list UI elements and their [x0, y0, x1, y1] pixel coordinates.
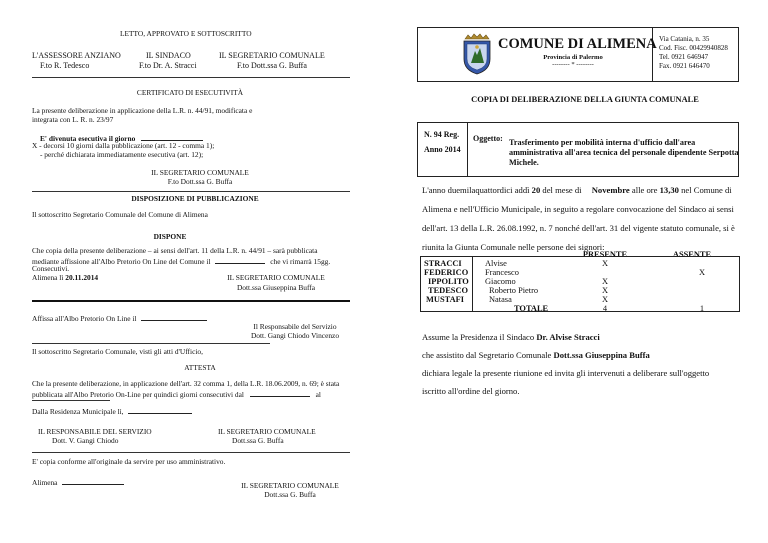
member-name: Alvise [485, 259, 507, 268]
assistito-name: Dott.ssa Giuseppina Buffa [553, 350, 650, 360]
body-line-1b: del mese di [542, 185, 582, 195]
body-day: 20 [531, 185, 541, 195]
sindaco-title: IL SINDACO [146, 51, 191, 60]
cert-sig-title: IL SEGRETARIO COMUNALE [151, 168, 249, 177]
dichiara-line-2: iscritto all'ordine del giorno. [422, 386, 520, 396]
member-presente: X [601, 295, 609, 304]
alimena-date-value: 20.11.2014 [65, 273, 99, 282]
bottom-sig1-title: IL RESPONSABILE DEL SERVIZIO [38, 427, 152, 436]
exec-item-1: X - decorsi 10 giorni dalla pubblicazione (art. 12 - comma 1); [32, 141, 215, 150]
attesta-from-blank [250, 388, 310, 397]
dispone-line-3: Consecutivi. [32, 264, 70, 273]
provincia: Provincia di Palermo [543, 54, 603, 61]
assessore-name: F.to R. Tedesco [40, 61, 90, 70]
albo-date-blank [141, 312, 207, 321]
pub-text: Il sottoscritto Segretario Comunale del Comune di Alimena [32, 210, 208, 219]
member-presente: X [601, 277, 609, 286]
fiscal-code: Cod. Fisc. 00429940828 [659, 44, 728, 52]
exec-date-blank [141, 132, 203, 141]
assistito-line [422, 350, 650, 361]
totale-label: TOTALE [514, 304, 549, 313]
assessore-title: L'ASSESSORE ANZIANO [32, 51, 121, 60]
body-line-2: Alimena e nell'Ufficio Municipale, in seguito a regolare convocazione del Sindaco ai sensi [422, 204, 734, 214]
member-surname: STRACCI [424, 259, 462, 268]
dispone-heading: DISPONE [153, 232, 187, 241]
divider-thick [32, 300, 350, 302]
col-assente-header: ASSENTE [672, 250, 712, 259]
final-sig-name: Dott.ssa G. Buffa [264, 490, 316, 499]
attesta-intro: Il sottoscritto Segretario Comunale, visti gli atti d'Ufficio, [32, 347, 203, 356]
telephone: Tel. 0921 646947 [659, 53, 709, 61]
exec-item-2: - perché dichiarata immediatamente esecutiva (art. 12); [40, 150, 204, 159]
table-col-divider [472, 256, 473, 312]
segretario-name: F.to Dott.ssa G. Buffa [237, 61, 307, 70]
cert-title: CERTIFICATO DI ESECUTIVITÀ [136, 88, 244, 97]
segretario-title: IL SEGRETARIO COMUNALE [219, 51, 325, 60]
body-month: Novembre [591, 185, 630, 195]
header-ornament: -------- * -------- [552, 61, 594, 68]
fax: Fax. 0921 646470 [659, 62, 710, 70]
alimena-label: Alimena [32, 478, 58, 487]
divider [32, 77, 350, 78]
residenza-date-blank [128, 405, 192, 414]
oggetto-divider [467, 122, 468, 177]
body-line-4: riunita la Giunta Comunale nelle persone dei signori: [422, 242, 605, 252]
divider [32, 400, 110, 401]
oggetto-line-2: amministrativa all'area tecnica del personale dipendente Serpotta [509, 148, 739, 157]
bottom-sig1-name: Dott. V. Gangi Chiodo [52, 436, 119, 445]
sindaco-name: F.to Dr. A. Stracci [139, 61, 197, 70]
alimena-date-blank [62, 476, 124, 485]
member-surname: IPPOLITO [428, 277, 469, 286]
member-name: Natasa [489, 295, 512, 304]
body-line-1a: L'anno duemilaquattordici addì [422, 185, 530, 195]
body-line-1d: nel Comune di [681, 185, 732, 195]
divider [32, 343, 270, 344]
reg-number: N. 94 Reg. [424, 130, 460, 139]
total-assente: 1 [699, 304, 705, 313]
alimena-line [32, 476, 124, 487]
dispone-sig-title: IL SEGRETARIO COMUNALE [227, 273, 325, 282]
bottom-sig2-name: Dott.ssa G. Buffa [232, 436, 284, 445]
reg-year: Anno 2014 [424, 145, 461, 154]
presidenza-line [422, 332, 600, 343]
resp-title: Il Responsabile del Servizio [253, 322, 337, 331]
resp-name: Dott. Gangi Chiodo Vincenzo [250, 331, 340, 340]
dispone-line-1: Che copia della presente deliberazione – ai sensi dell'art. 11 della L.R. n. 44/91 – sarà pubblicata [32, 246, 318, 255]
residenza-line [32, 405, 192, 416]
dispone-line-2 [32, 255, 330, 266]
member-presente: X [601, 286, 609, 295]
pub-title: DISPOSIZIONE DI PUBBLICAZIONE [131, 194, 259, 203]
attesta-line-1: Che la presente deliberazione, in applicazione dell'art. 32 comma 1, della L.R. 18.06.2009, n. 69; è stata [32, 379, 340, 388]
final-sig-title: IL SEGRETARIO COMUNALE [241, 481, 339, 490]
member-surname: TEDESCO [428, 286, 469, 295]
oggetto-line-1: Trasferimento per mobilità interna d'ufficio dall'area [509, 138, 696, 147]
cert-line-1: La presente deliberazione in applicazione della L.R. n. 44/91, modificata e [32, 106, 253, 115]
bottom-sig2-title: IL SEGRETARIO COMUNALE [218, 427, 316, 436]
divider [32, 452, 350, 453]
presidenza-label: Assume la Presidenza il Sindaco [422, 332, 535, 342]
cert-line-2: integrata con L. R. n. 23/97 [32, 115, 114, 124]
col-presente-subheader: X [601, 259, 609, 268]
attesta-line-2b: al [315, 390, 321, 399]
oggetto-line-3: Michele. [509, 158, 539, 167]
albo-line [32, 312, 207, 323]
body-line-3: dell'art. 13 della L.R. 26.08.1992, n. 7 nonché dell'art. 31 del vigente statuto comunale, si è [422, 223, 735, 233]
total-presente: 4 [602, 304, 608, 313]
dispone-line-2b: che vi rimarrà 15gg. [270, 257, 331, 266]
comune-name: COMUNE DI ALIMENA [498, 36, 657, 52]
dispone-line-2a: mediante affissione all'Albo Pretorio On Line del Comune il [32, 257, 211, 266]
coat-of-arms-icon [461, 33, 493, 75]
address: Via Catania, n. 35 [659, 35, 710, 43]
residenza-label: Dalla Residenza Municipale lì, [32, 407, 124, 416]
cert-sig-name: F.to Dott.ssa G. Buffa [167, 177, 233, 186]
col-presente-header: PRESENTE [582, 250, 628, 259]
dispone-date [32, 273, 98, 282]
dispone-sig-name: Dott.ssa Giuseppina Buffa [236, 283, 316, 292]
attesta-line-2 [32, 388, 321, 399]
attesta-heading: ATTESTA [184, 363, 216, 372]
approval-header: LETTO, APPROVATO E SOTTOSCRITTO [120, 29, 252, 38]
presidenza-name: Dr. Alvise Stracci [536, 332, 600, 342]
divider [32, 191, 350, 192]
dichiara-line-1: dichiara legale la presente riunione ed invita gli intervenuti a deliberare sull'oggetto [422, 368, 710, 378]
exec-label: E' divenuta esecutiva il giorno [40, 134, 136, 143]
oggetto-label: Oggetto: [473, 134, 503, 143]
member-surname: MUSTAFI [426, 295, 464, 304]
alimena-date-label: Alimena lì [32, 273, 64, 282]
assistito-label: che assistito dal Segretario Comunale [422, 350, 552, 360]
body-line-1c: alle ore [631, 185, 658, 195]
albo-label: Affissa all'Albo Pretorio On Line il [32, 314, 137, 323]
copy-title: COPIA DI DELIBERAZIONE DELLA GIUNTA COMUNALE [471, 95, 699, 104]
member-surname: FEDERICO [424, 268, 469, 277]
member-name: Francesco [485, 268, 519, 277]
member-name: Roberto Pietro [489, 286, 539, 295]
dispone-date-blank [215, 255, 265, 264]
member-assente: X [698, 268, 706, 277]
copy-conform: E' copia conforme all'originale da servire per uso amministrativo. [32, 457, 226, 466]
attesta-line-2a: pubblicata all'Albo Pretorio On-Line per quindici giorni consecutivi dal [32, 390, 244, 399]
body-time: 13,30 [659, 185, 679, 195]
body-line-1 [422, 185, 732, 196]
member-name: Giacomo [485, 277, 516, 286]
